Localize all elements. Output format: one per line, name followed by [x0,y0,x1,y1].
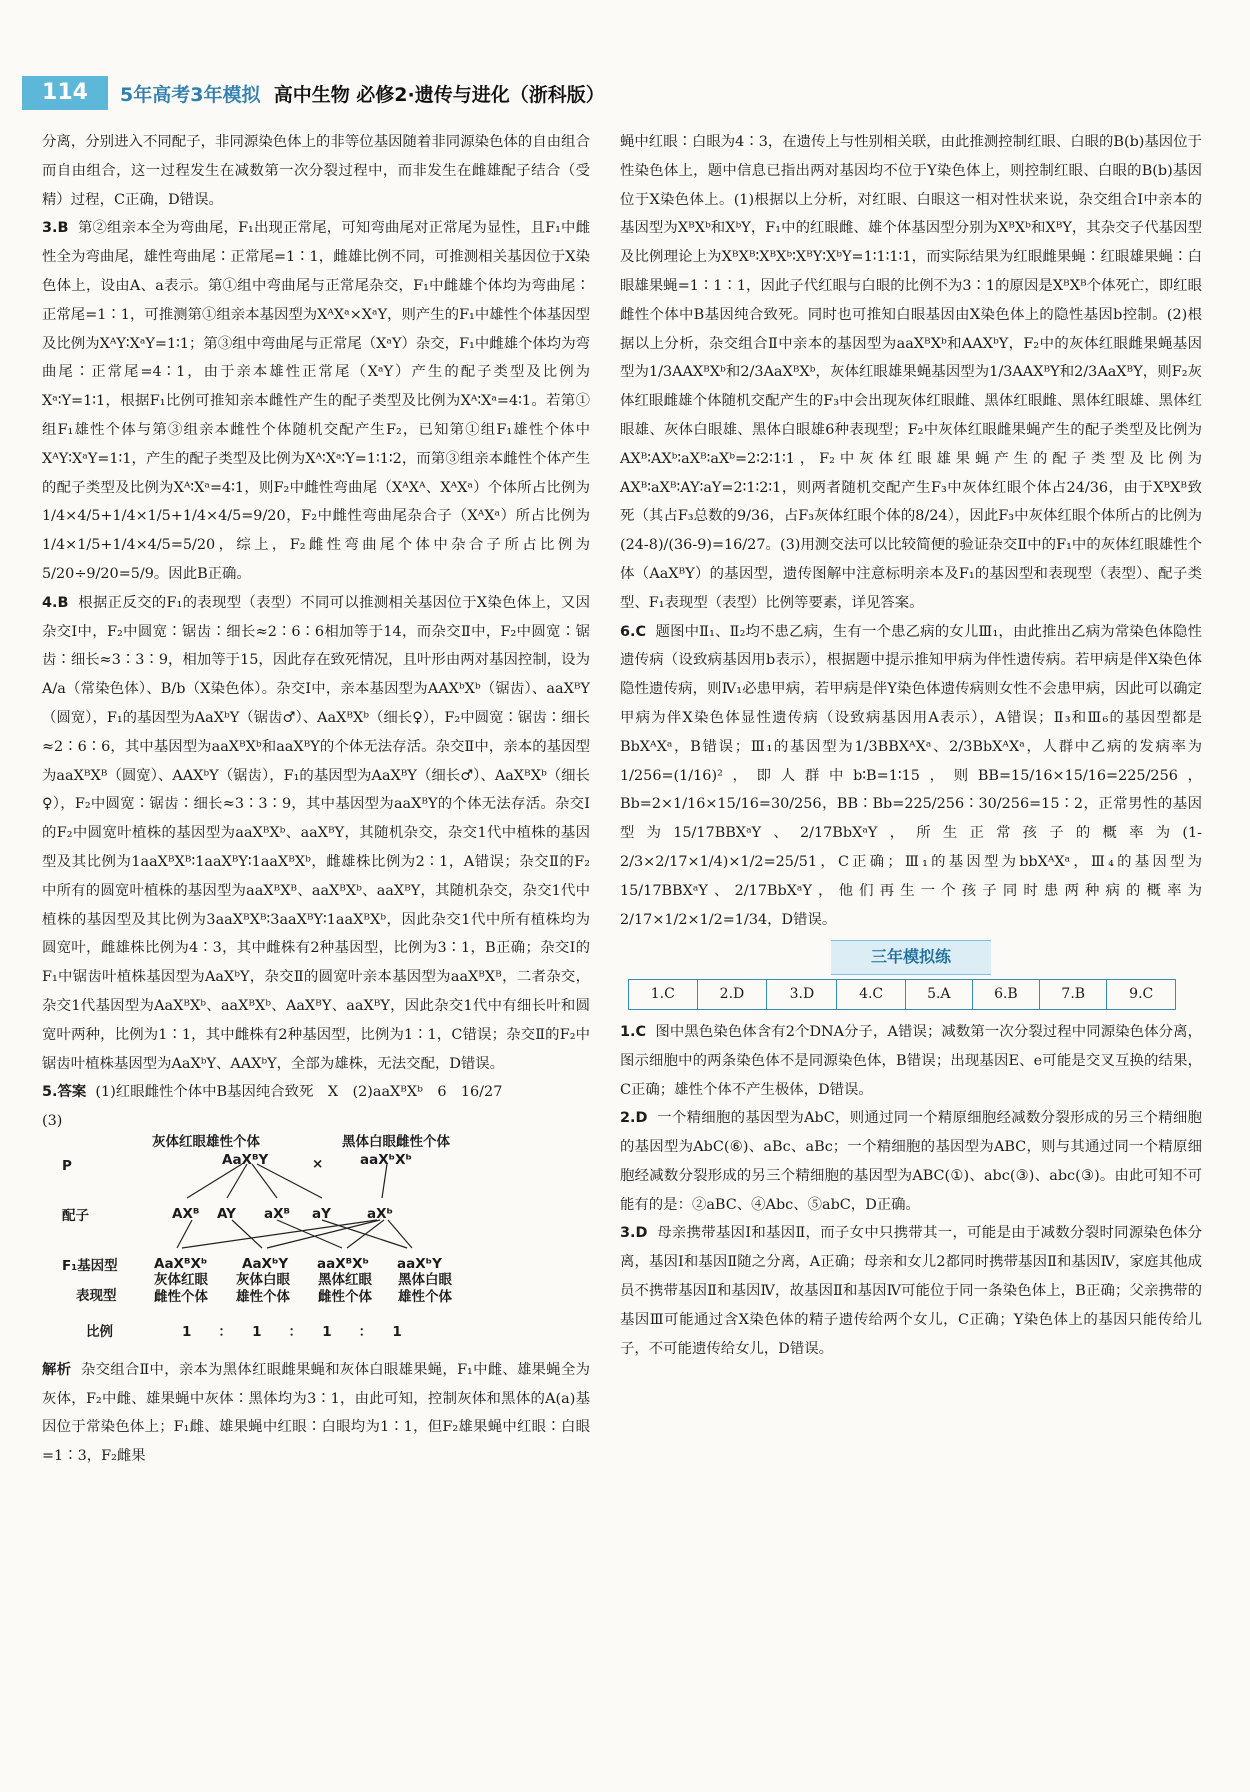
gamete-3: aXᴮ [264,1205,290,1222]
answer-text: 母亲携带基因Ⅰ和基因Ⅱ，而子女中只携带其一，可能是由于减数分裂时同源染色体分离，基因Ⅰ和基因Ⅱ随之分离，A正确；母亲和女儿2都同时携带基因Ⅱ和基因Ⅳ，家庭其他成员不携带基因Ⅱ和基因Ⅳ，故基因Ⅱ和基因Ⅳ可能位于同一条染色体上，B正确；父亲携带的基因Ⅲ可能通过含X染色体的精子遗传给两个女儿，C正确；Y染色体上的基因只能传给儿子，不可能遗传给女儿，D错误。 [620,1225,1203,1357]
table-row [629,980,1176,1010]
genetic-cross-diagram [42,1133,590,1386]
ratio-values: 1 ： 1 ： 1 ： 1 [182,1323,402,1340]
answer-text: (1)红眼雌性个体中B基因纯合致死 X (2)aaXᴮXᵇ 6 16/27 [95,1084,503,1101]
f1-genotype-label: F₁基因型 [62,1257,118,1274]
phenotype-4: 黑体白眼雄性个体 [398,1271,452,1305]
paragraph-continuation: 分离，分别进入不同配子，非同源染色体上的非等位基因随着非同源染色体的自由组合而自由组合，这一过程发生在减数第一次分裂过程中，而非发生在雌雄配子结合（受精）过程，C正确，D错误。 [42,134,590,208]
answer-label: 3.B [42,220,69,237]
phenotype-3: 黑体红眼雌性个体 [318,1271,372,1305]
answer-text: 根据正反交的F₁的表现型（表型）不同可以推测相关基因位于X染色体上，又因杂交Ⅰ中，F₂中圆宽∶锯齿∶细长≈2∶6∶6相加等于14，而杂交Ⅱ中，F₂中圆宽∶锯齿∶细长≈3∶3∶9，相加等于15，因此存在致死情况，且叶形由两对基因控制，设为A/a（常染色体）、B/b（X染色体）。杂交Ⅰ中，亲本基因型为AAXᵇXᵇ（锯齿）、aaXᴮY（圆宽），F₁的基因型为AaXᵇY（锯齿♂）、AaXᴮXᵇ（细长♀），F₂中圆宽∶锯齿∶细长≈2∶6∶6，其中基因型为aaXᴮXᵇ和aaXᴮY的个体无法存活。杂交Ⅱ中，亲本的基因型为aaXᴮXᴮ（圆宽）、AAXᵇY（锯齿），F₁的基因型为AaXᴮY（细长♂）、AaXᴮXᵇ（细长♀），F₂中圆宽∶锯齿∶细长≈3∶3∶9，其中基因型为aaXᴮY的个体无法存活。杂交Ⅰ的F₂中圆宽叶植株的基因型为aaXᴮXᵇ、aaXᴮY，其随机杂交，杂交1代中植株的基因型及其比例为1aaXᴮXᴮ∶1aaXᴮY∶1aaXᴮXᵇ，雌雄株比例为2∶1，A错误；杂交Ⅱ的F₂中所有的圆宽叶植株的基因型为aaXᴮXᴮ、aaXᴮXᵇ、aaXᴮY，其随机杂交，杂交1代中植株的基因型及其比例为3aaXᴮXᴮ∶3aaXᴮY∶1aaXᴮXᵇ，因此杂交1代中所有植株均为圆宽叶，雌雄株比例为4∶3，其中雌株有2种基因型，比例为3∶1，B正确；杂交Ⅰ的F₁中锯齿叶植株基因型为AaXᵇY，杂交Ⅱ的圆宽叶亲本基因型为aaXᴮXᴮ，二者杂交，杂交1代基因型为AaXᴮXᵇ、aaXᴮXᵇ、AaXᴮY、aaXᴮY，因此杂交1代中有细长叶和圆宽叶两种，比例为1∶1，其中雌株有2种基因型，比例为1∶1，C错误；杂交Ⅱ的F₂中锯齿叶植株基因型为AaXᵇY、AAXᵇY，全部为雄株，无法交配，D错误。 [42,594,590,1072]
answer-key-table [628,979,1176,1010]
mock-answer-3 [620,1219,1202,1363]
page-header [22,76,1228,116]
answer-6 [620,618,1202,935]
answer-text: 一个精细胞的基因型为AbC，则通过同一个精原细胞经减数分裂形成的另三个精细胞的基因型为AbC(⑥)、aBc、aBc；一个精细胞的基因型为ABC，则与其通过同一个精原细胞经减数分裂形成的另三个精细胞的基因型为ABC(①)、abc(③)、abc(③)。由此可知不可能有的是：②aBC、④Abc、⑤abC，D正确。 [620,1110,1202,1213]
analysis-label: 解析 [42,1361,72,1378]
subject-title: 高中生物 必修2·遗传与进化（浙科版） [273,84,605,106]
answer-label: 5.答案 [42,1084,87,1101]
answer-4 [42,589,590,1079]
answer-cell: 9.C [1107,980,1176,1010]
gamete-2: AY [217,1205,236,1222]
answer-3 [42,214,590,588]
p-label: P [62,1157,72,1174]
f1-genotype-2: AaXᵇY [242,1255,289,1272]
f1-genotype-1: AaXᴮXᵇ [154,1255,208,1272]
answer-label: 1.C [620,1023,647,1040]
answer-label: 6.C [620,623,647,640]
answer-cell: 5.A [905,980,972,1010]
answer-5-sub: (3) [42,1113,63,1130]
ratio-label: 比例 [86,1323,113,1340]
analysis-continuation: 蝇中红眼∶白眼为4∶3，在遗传上与性别相关联，由此推测控制红眼、白眼的B(b)基因位于性染色体上，题中信息已指出两对基因均不位于Y染色体上，则控制红眼、白眼的B(b)基因位于X染色体上。(1)根据以上分析，对红眼、白眼这一相对性状来说，杂交组合Ⅰ中亲本的基因型为XᴮXᵇ和XᵇY，F₁中的红眼雌、雄个体基因型分别为XᴮXᵇ和XᴮY，其杂交子代基因型及比例理论上为XᴮXᴮ∶XᴮXᵇ∶XᴮY∶XᵇY=1∶1∶1∶1，而实际结果为红眼雌果蝇∶红眼雄果蝇∶白眼雄果蝇=1∶1∶1，因此子代红眼与白眼的比例不为3∶1的原因是XᴮXᴮ个体死亡，即红眼雌性个体中B基因纯合致死。同时也可推知白眼基因由X染色体上的隐性基因b控制。(2)根据以上分析，杂交组合Ⅱ中亲本的基因型为aaXᴮXᵇ和AAXᵇY，F₂中的灰体红眼雌果蝇基因型为1/3AAXᴮXᵇ和2/3AaXᴮXᵇ，灰体红眼雄果蝇基因型为1/3AAXᴮY和2/3AaXᴮY，则F₂灰体红眼雌雄个体随机交配产生的F₃中会出现灰体红眼雌、黑体红眼雌、黑体红眼雄、黑体红眼雄、灰体白眼雄、黑体白眼雄6种表现型；F₂中灰体红眼雌果蝇产生的配子类型及比例为AXᴮ∶AXᵇ∶aXᴮ∶aXᵇ=2∶2∶1∶1，F₂中灰体红眼雄果蝇产生的配子类型及比例为AXᴮ∶aXᴮ∶AY∶aY=2∶1∶2∶1，则两者随机交配产生F₃中灰体红眼个体占24/36，由于XᴮXᴮ致死（其占F₃总数的9/36，占F₃灰体红眼个体的8/24），因此F₃中灰体红眼个体所占的比例为(24-8)/(36-9)=16/27。(3)用测交法可以比较简便的验证杂交Ⅱ中的F₁中的灰体红眼雄性个体（AaXᴮY）的基因型，遗传图解中注意标明亲本及F₁的基因型和表现型（表型）、配子类型、F₁表现型（表型）比例等要素，详见答案。 [620,134,1202,611]
section-title-text: 三年模拟练 [831,940,991,975]
mock-answer-2 [620,1104,1202,1219]
answer-cell: 6.B [972,980,1039,1010]
right-column [620,128,1202,1363]
mock-answer-1 [620,1018,1202,1104]
answer-label: 2.D [620,1110,648,1127]
answer-label: 3.D [620,1225,648,1242]
phenotype-2: 灰体白眼雄性个体 [236,1271,290,1305]
parent-female-genotype: aaXᵇXᵇ [360,1151,412,1168]
analysis-text: 杂交组合Ⅱ中，亲本为黑体红眼雌果蝇和灰体白眼雄果蝇，F₁中雌、雄果蝇全为灰体，F₂中雌、雄果蝇中灰体∶黑体均为3∶1，由此可知，控制灰体和黑体的A(a)基因位于常染色体上；F₁雌、雄果蝇中红眼∶白眼均为1∶1，但F₂雄果蝇中红眼∶白眼=1∶3，F₂雌果 [42,1361,590,1465]
parent-female-label: 黑体白眼雌性个体 [342,1133,450,1150]
section-title [620,940,1202,975]
answer-5 [42,1078,590,1107]
phenotype-label: 表现型 [76,1287,117,1304]
phenotype-1: 灰体红眼雌性个体 [154,1271,208,1305]
answer-cell: 4.C [837,980,906,1010]
gamete-1: AXᴮ [172,1205,200,1222]
left-column [42,128,590,1471]
brand-name: 5年高考3年模拟 [120,84,261,106]
cross-symbol: × [312,1155,324,1172]
answer-cell: 2.D [697,980,767,1010]
f1-genotype-3: aaXᴮXᵇ [317,1255,369,1272]
gamete-5: aXᵇ [367,1205,393,1222]
page-number: 114 [22,76,108,110]
answer-text: 图中黑色染色体含有2个DNA分子，A错误；减数第一次分裂过程中同源染色体分离，图示细胞中的两条染色体不是同源染色体，B错误；出现基因E、e可能是交叉互换的结果，C正确；雄性个体不产生极体，D错误。 [620,1023,1203,1098]
gamete-label: 配子 [62,1207,89,1224]
answer-cell: 1.C [629,980,698,1010]
book-title [120,80,605,107]
answer-cell: 3.D [767,980,837,1010]
answer-cell: 7.B [1040,980,1107,1010]
parent-male-label: 灰体红眼雄性个体 [152,1133,260,1150]
gamete-4: aY [312,1205,331,1222]
answer-label: 4.B [42,594,69,611]
answer-text: 题图中Ⅱ₁、Ⅱ₂均不患乙病，生有一个患乙病的女儿Ⅲ₁，由此推出乙病为常染色体隐性遗传病（设致病基因用b表示），根据题中提示推知甲病为伴性遗传病。若甲病是伴X染色体隐性遗传病，则Ⅳ₁必患甲病，若甲病是伴Y染色体遗传病则女性不会患甲病，因此可以确定甲病为伴X染色体显性遗传病（设致病基因用A表示），A错误；Ⅱ₃和Ⅲ₆的基因型都是BbXᴬXᵃ，B错误；Ⅲ₁的基因型为1/3BBXᴬXᵃ、2/3BbXᴬXᵃ，人群中乙病的发病率为1/256=(1/16)²，即人群中b∶B=1∶15，则BB=15/16×15/16=225/256，Bb=2×1/16×15/16=30/256，BB∶Bb=225/256∶30/256=15∶2，正常男性的基因型为15/17BBXᵃY、2/17BbXᵃY，所生正常孩子的概率为(1-2/3×2/17×1/4)×1/2=25/51，C正确；Ⅲ₁的基因型为bbXᴬXᵃ，Ⅲ₄的基因型为15/17BBXᵃY、2/17BbXᵃY，他们再生一个孩子同时患两种病的概率为2/17×1/2×1/2=1/34，D错误。 [620,623,1202,928]
answer-text: 第②组亲本全为弯曲尾，F₁出现正常尾，可知弯曲尾对正常尾为显性，且F₁中雌性全为弯曲尾，雄性弯曲尾∶正常尾=1∶1，雌雄比例不同，可推测相关基因位于X染色体上，设由A、a表示。第①组中弯曲尾与正常尾杂交，F₁中雌雄个体均为弯曲尾∶正常尾=1∶1，可推测第①组亲本基因型为XᴬXᵃ×XᵃY，则产生的F₁中雄性个体基因型及比例为XᴬY∶XᵃY=1∶1；第③组中弯曲尾与正常尾（XᵃY）杂交，F₁中雌雄个体均为弯曲尾∶正常尾=4∶1，由于亲本雄性正常尾（XᵃY）产生的配子类型及比例为Xᵃ∶Y=1∶1，根据F₁比例可推知亲本雌性产生的配子类型及比例为Xᴬ∶Xᵃ=4∶1。若第①组F₁雄性个体与第③组亲本雌性个体随机交配产生F₂，已知第①组F₁雄性个体中XᴬY∶XᵃY=1∶1，产生的配子类型及比例为Xᴬ∶Xᵃ∶Y=1∶1∶2，而第③组亲本雌性个体产生的配子类型及比例为Xᴬ∶Xᵃ=4∶1，则F₂中雌性弯曲尾（XᴬXᴬ、XᴬXᵃ）个体所占比例为1/4×4/5+1/4×1/5+1/4×4/5=9/20，F₂中雌性弯曲尾杂合子（XᴬXᵃ）所占比例为1/4×1/5+1/4×4/5=5/20，综上，F₂雌性弯曲尾个体中杂合子所占比例为5/20÷9/20=5/9。因此B正确。 [42,220,590,582]
parent-male-genotype: AaXᴮY [222,1151,269,1168]
f1-genotype-4: aaXᵇY [397,1255,442,1272]
